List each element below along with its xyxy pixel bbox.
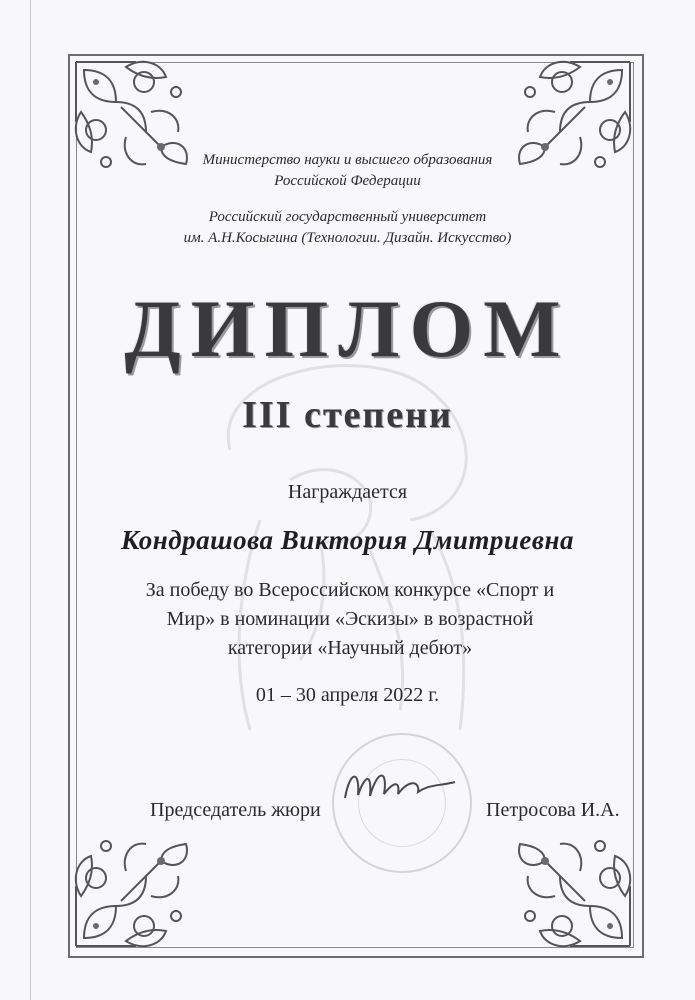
awarded-label: Награждается bbox=[287, 481, 408, 503]
corner-ornament-bottom-left bbox=[66, 806, 216, 956]
corner-ornament-bottom-right bbox=[490, 806, 640, 956]
ministry-line-1: Министерство науки и высшего образования bbox=[202, 152, 493, 168]
ministry-block bbox=[0, 150, 695, 192]
competition-dates: 01 – 30 апреля 2022 г. bbox=[255, 684, 440, 706]
diploma-title: ДИПЛОМ bbox=[124, 283, 571, 374]
signature-scribble bbox=[340, 760, 460, 810]
ministry-line-2: Российской Федерации bbox=[274, 173, 421, 189]
university-line-2: им. А.Н.Косыгина (Технологии. Дизайн. Искусство) bbox=[183, 230, 512, 246]
recipient-name: Кондрашова Виктория Дмитриевна bbox=[121, 525, 574, 555]
award-reason: За победу во Всероссийском конкурсе «Спорт и Мир» в номинации «Эскизы» в возрастной категории «Научный дебют» bbox=[145, 579, 555, 659]
university-line-1: Российский государственный университет bbox=[208, 209, 487, 225]
university-block bbox=[0, 207, 695, 249]
diploma-degree: III степени bbox=[242, 394, 453, 436]
jury-chair-label: Председатель жюри bbox=[150, 799, 321, 821]
jury-chair-name: Петросова И.А. bbox=[486, 799, 620, 821]
